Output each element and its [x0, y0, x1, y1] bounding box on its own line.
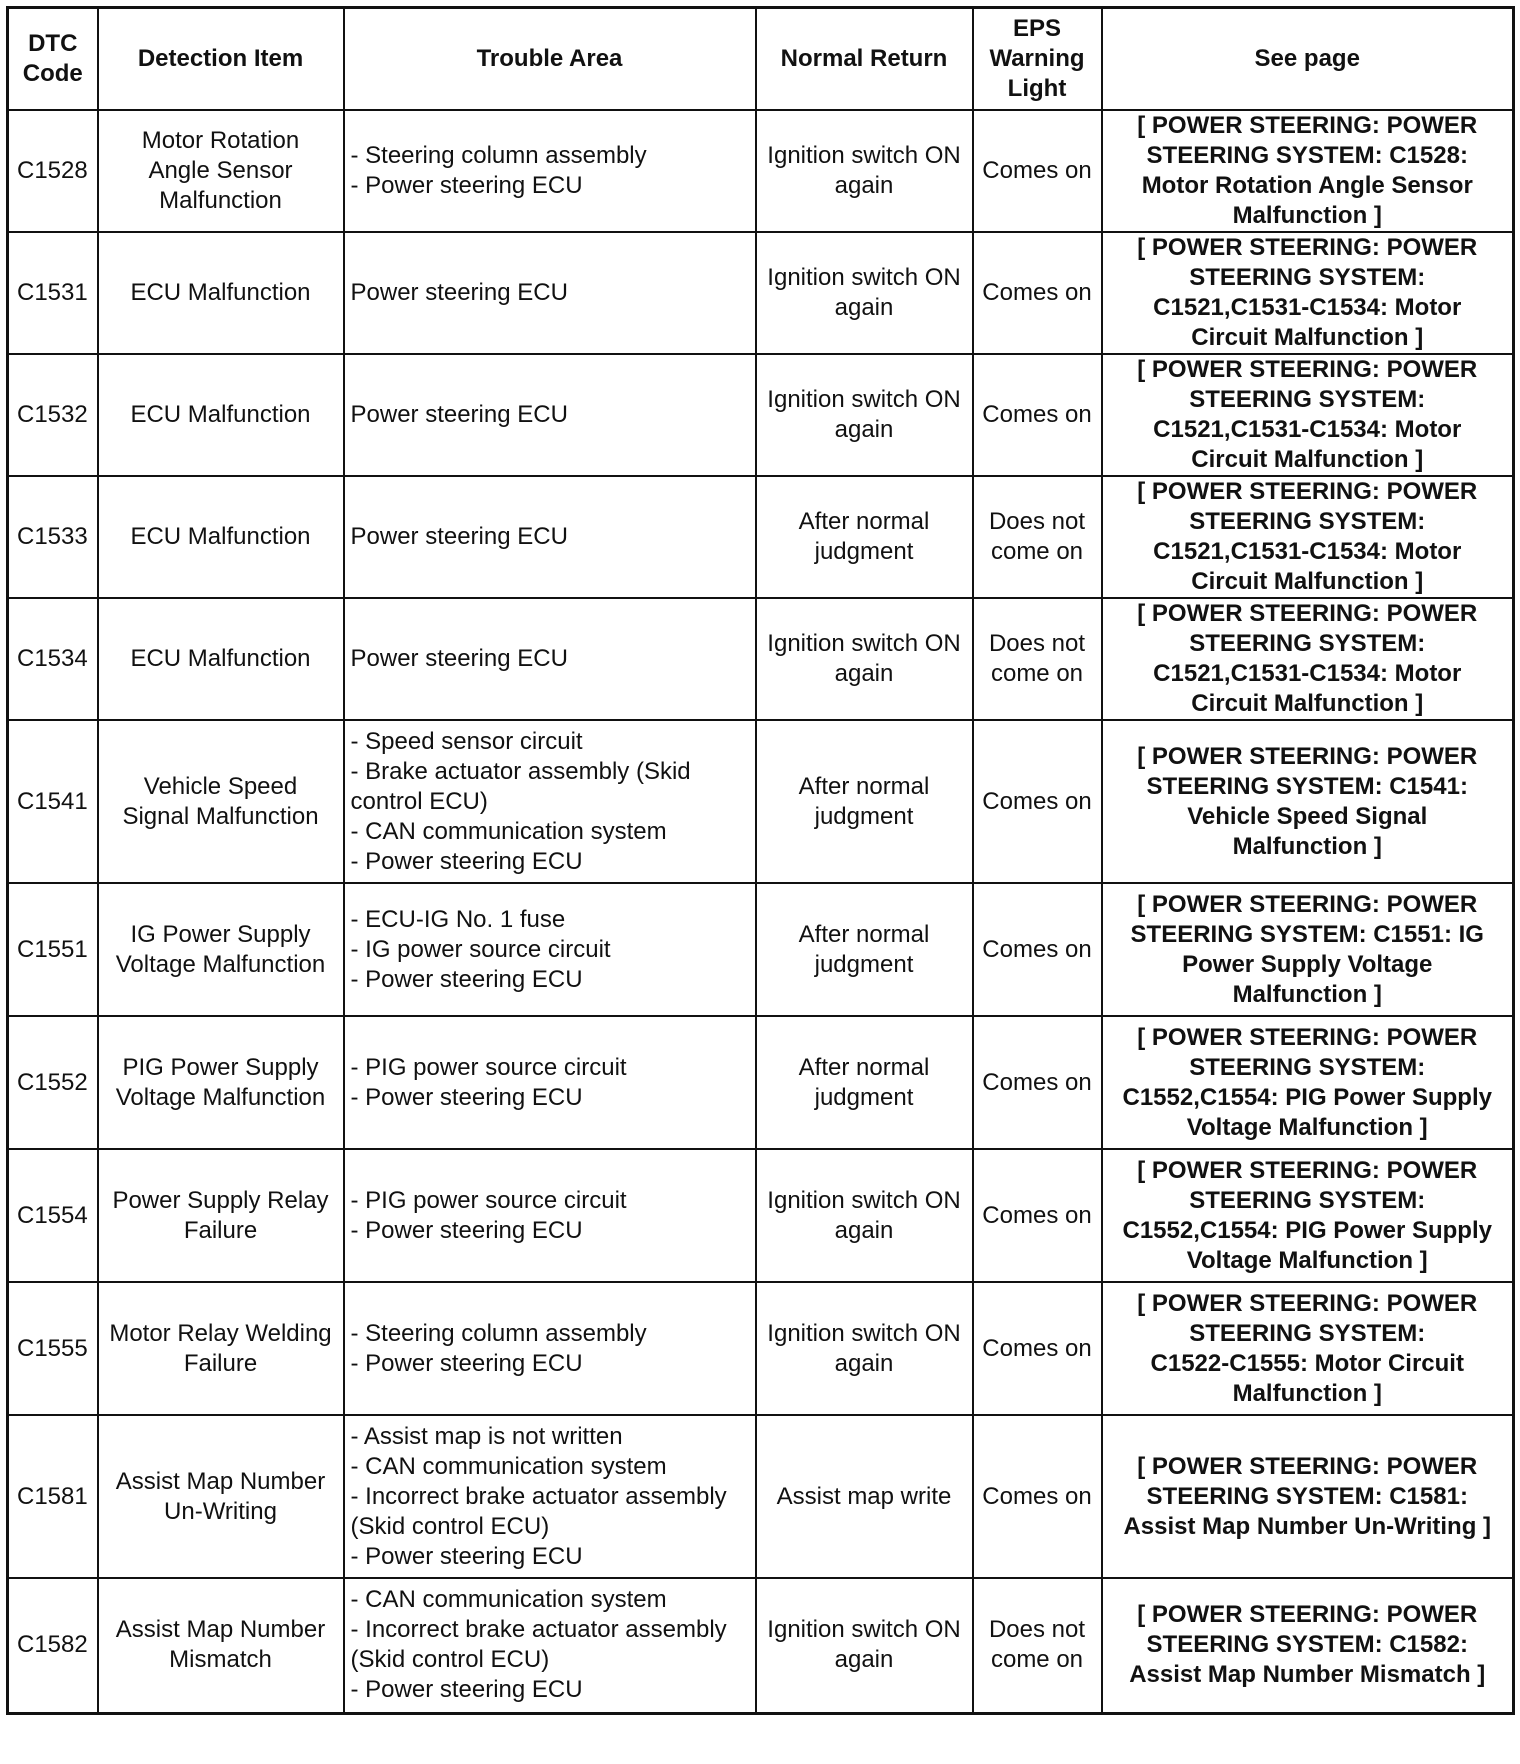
eps-warning-light-cell: Does not come on — [973, 476, 1102, 598]
dtc-code-cell: C1532 — [8, 354, 98, 476]
eps-warning-light-cell: Comes on — [973, 232, 1102, 354]
eps-warning-light-cell: Comes on — [973, 1016, 1102, 1149]
dtc-code-cell: C1582 — [8, 1578, 98, 1713]
table-row — [8, 1149, 1514, 1282]
trouble-area-cell: Power steering ECU — [344, 354, 756, 476]
normal-return-cell: After normal judgment — [756, 1016, 973, 1149]
normal-return-cell: Ignition switch ON again — [756, 1578, 973, 1713]
eps-warning-light-cell: Comes on — [973, 110, 1102, 232]
table-row — [8, 883, 1514, 1016]
trouble-area-cell: Power steering ECU — [344, 598, 756, 720]
trouble-area-cell: Power steering ECU — [344, 232, 756, 354]
see-page-link[interactable]: [ POWER STEERING: POWER STEERING SYSTEM: C1552,C1554: PIG Power Supply Voltage Malfunction ] — [1102, 1016, 1514, 1149]
dtc-code-cell: C1552 — [8, 1016, 98, 1149]
detection-item-cell: ECU Malfunction — [98, 354, 344, 476]
detection-item-cell: Assist Map Number Mismatch — [98, 1578, 344, 1713]
dtc-code-cell: C1551 — [8, 883, 98, 1016]
dtc-code-cell: C1554 — [8, 1149, 98, 1282]
eps-warning-light-cell: Does not come on — [973, 1578, 1102, 1713]
eps-warning-light-cell: Comes on — [973, 1282, 1102, 1415]
header-normal-return: Normal Return — [756, 8, 973, 111]
dtc-code-cell: C1528 — [8, 110, 98, 232]
detection-item-cell: Assist Map Number Un-Writing — [98, 1415, 344, 1578]
table-row — [8, 232, 1514, 354]
table-row — [8, 598, 1514, 720]
dtc-code-cell: C1555 — [8, 1282, 98, 1415]
dtc-code-cell: C1581 — [8, 1415, 98, 1578]
header-dtc-code: DTC Code — [8, 8, 98, 111]
eps-warning-light-cell: Comes on — [973, 354, 1102, 476]
table-row — [8, 1282, 1514, 1415]
trouble-area-cell: Power steering ECU — [344, 476, 756, 598]
dtc-code-cell: C1531 — [8, 232, 98, 354]
trouble-area-cell: - CAN communication system - Incorrect brake actuator assembly (Skid control ECU) - Power steering ECU — [344, 1578, 756, 1713]
normal-return-cell: After normal judgment — [756, 883, 973, 1016]
normal-return-cell: Assist map write — [756, 1415, 973, 1578]
dtc-code-cell: C1541 — [8, 720, 98, 883]
see-page-link[interactable]: [ POWER STEERING: POWER STEERING SYSTEM: C1521,C1531-C1534: Motor Circuit Malfunction ] — [1102, 232, 1514, 354]
trouble-area-cell: - ECU-IG No. 1 fuse - IG power source circuit - Power steering ECU — [344, 883, 756, 1016]
header-eps-warning-light: EPS Warning Light — [973, 8, 1102, 111]
trouble-area-cell: - PIG power source circuit - Power steering ECU — [344, 1149, 756, 1282]
table-row — [8, 720, 1514, 883]
trouble-area-cell: - Speed sensor circuit - Brake actuator assembly (Skid control ECU) - CAN communication system - Power steering ECU — [344, 720, 756, 883]
eps-warning-light-cell: Comes on — [973, 1149, 1102, 1282]
table-row — [8, 1578, 1514, 1713]
detection-item-cell: PIG Power Supply Voltage Malfunction — [98, 1016, 344, 1149]
eps-warning-light-cell: Comes on — [973, 720, 1102, 883]
table-row — [8, 110, 1514, 232]
table-row — [8, 1415, 1514, 1578]
detection-item-cell: Vehicle Speed Signal Malfunction — [98, 720, 344, 883]
table-row — [8, 1016, 1514, 1149]
see-page-link[interactable]: [ POWER STEERING: POWER STEERING SYSTEM: C1581: Assist Map Number Un-Writing ] — [1102, 1415, 1514, 1578]
trouble-area-cell: - Steering column assembly - Power steering ECU — [344, 110, 756, 232]
trouble-area-cell: - Assist map is not written - CAN communication system - Incorrect brake actuator assembly (Skid control ECU) - Power steering ECU — [344, 1415, 756, 1578]
table-row — [8, 354, 1514, 476]
trouble-area-cell: - Steering column assembly - Power steering ECU — [344, 1282, 756, 1415]
see-page-link[interactable]: [ POWER STEERING: POWER STEERING SYSTEM: C1528: Motor Rotation Angle Sensor Malfunction ] — [1102, 110, 1514, 232]
header-trouble-area: Trouble Area — [344, 8, 756, 111]
see-page-link[interactable]: [ POWER STEERING: POWER STEERING SYSTEM: C1521,C1531-C1534: Motor Circuit Malfunction ] — [1102, 354, 1514, 476]
normal-return-cell: Ignition switch ON again — [756, 1149, 973, 1282]
see-page-link[interactable]: [ POWER STEERING: POWER STEERING SYSTEM: C1552,C1554: PIG Power Supply Voltage Malfunction ] — [1102, 1149, 1514, 1282]
detection-item-cell: Power Supply Relay Failure — [98, 1149, 344, 1282]
normal-return-cell: Ignition switch ON again — [756, 1282, 973, 1415]
normal-return-cell: Ignition switch ON again — [756, 354, 973, 476]
dtc-table — [6, 6, 1515, 1715]
table-row — [8, 476, 1514, 598]
normal-return-cell: Ignition switch ON again — [756, 110, 973, 232]
see-page-link[interactable]: [ POWER STEERING: POWER STEERING SYSTEM: C1551: IG Power Supply Voltage Malfunction ] — [1102, 883, 1514, 1016]
see-page-link[interactable]: [ POWER STEERING: POWER STEERING SYSTEM: C1521,C1531-C1534: Motor Circuit Malfunction ] — [1102, 598, 1514, 720]
see-page-link[interactable]: [ POWER STEERING: POWER STEERING SYSTEM: C1582: Assist Map Number Mismatch ] — [1102, 1578, 1514, 1713]
see-page-link[interactable]: [ POWER STEERING: POWER STEERING SYSTEM: C1541: Vehicle Speed Signal Malfunction ] — [1102, 720, 1514, 883]
dtc-code-cell: C1533 — [8, 476, 98, 598]
dtc-code-cell: C1534 — [8, 598, 98, 720]
detection-item-cell: IG Power Supply Voltage Malfunction — [98, 883, 344, 1016]
detection-item-cell: Motor Relay Welding Failure — [98, 1282, 344, 1415]
detection-item-cell: ECU Malfunction — [98, 476, 344, 598]
detection-item-cell: ECU Malfunction — [98, 232, 344, 354]
normal-return-cell: Ignition switch ON again — [756, 598, 973, 720]
detection-item-cell: Motor Rotation Angle Sensor Malfunction — [98, 110, 344, 232]
detection-item-cell: ECU Malfunction — [98, 598, 344, 720]
eps-warning-light-cell: Comes on — [973, 883, 1102, 1016]
see-page-link[interactable]: [ POWER STEERING: POWER STEERING SYSTEM: C1521,C1531-C1534: Motor Circuit Malfunction ] — [1102, 476, 1514, 598]
header-row — [8, 8, 1514, 111]
see-page-link[interactable]: [ POWER STEERING: POWER STEERING SYSTEM: C1522-C1555: Motor Circuit Malfunction ] — [1102, 1282, 1514, 1415]
trouble-area-cell: - PIG power source circuit - Power steering ECU — [344, 1016, 756, 1149]
header-detection-item: Detection Item — [98, 8, 344, 111]
normal-return-cell: Ignition switch ON again — [756, 232, 973, 354]
normal-return-cell: After normal judgment — [756, 720, 973, 883]
header-see-page: See page — [1102, 8, 1514, 111]
eps-warning-light-cell: Does not come on — [973, 598, 1102, 720]
eps-warning-light-cell: Comes on — [973, 1415, 1102, 1578]
normal-return-cell: After normal judgment — [756, 476, 973, 598]
